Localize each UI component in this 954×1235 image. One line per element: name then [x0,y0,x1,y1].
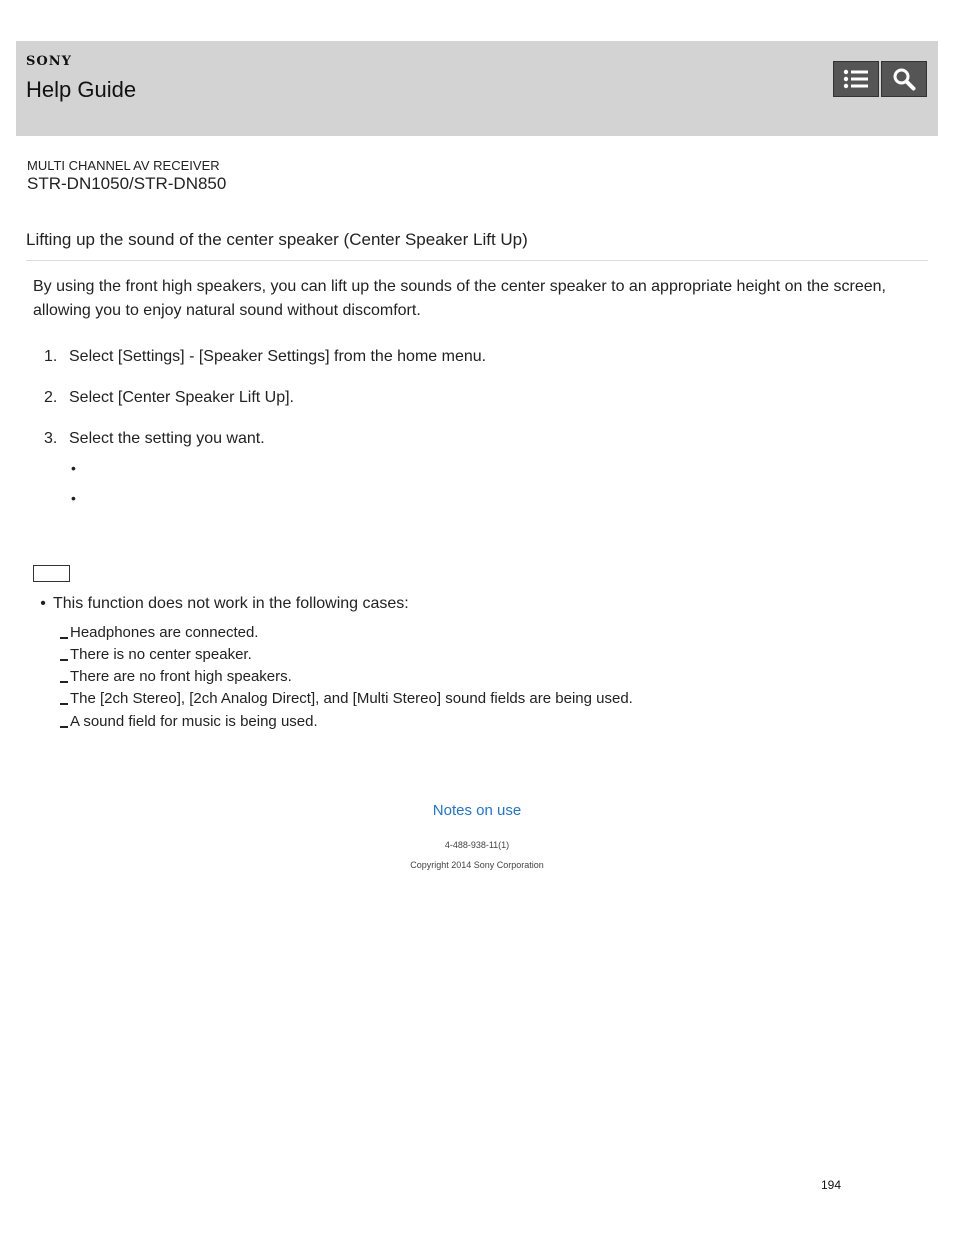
title-divider [26,260,928,261]
toc-button[interactable] [833,61,879,97]
note-case-text: There are no front high speakers. [70,668,292,685]
search-button[interactable] [881,61,927,97]
intro-paragraph: By using the front high speakers, you can lift up the sounds of the center speaker to an appropriate height on the screen, allowing you to enjoy natural sound without discomfort. [33,278,886,319]
help-guide-title: Help Guide [26,77,137,102]
note-case-text: A sound field for music is being used. [70,713,318,730]
note-label-box [33,565,70,582]
note-bullet-text: This function does not work in the following cases: [53,595,409,612]
step-item [44,348,486,366]
document-number: 4-488-938-11(1) [444,840,510,850]
copyright-text: Copyright 2014 Sony Corporation [410,860,544,870]
dash-icon [60,681,68,683]
topic-title: Lifting up the sound of the center speaker (Center Speaker Lift Up) [26,230,528,249]
page-number: 194 [821,1178,842,1192]
step-item [44,430,265,448]
note-case [60,646,252,663]
note-case [60,668,292,685]
notes-on-use-link[interactable]: Notes on use [432,802,522,819]
product-model: STR-DN1050/STR-DN850 [27,174,227,193]
note-bullet [33,595,409,613]
bullet-icon: • [40,595,46,612]
note-case-text: Headphones are connected. [70,624,259,641]
header-bar [16,41,938,136]
step-text: Select [Settings] - [Speaker Settings] from the home menu. [69,348,487,365]
step-number: 1. [44,348,58,365]
setting-option-bullet: • [71,490,76,506]
product-category: MULTI CHANNEL AV RECEIVER [27,158,220,173]
step-number: 2. [44,389,58,406]
dash-icon [60,703,68,705]
note-case [60,624,258,641]
step-item [44,389,294,407]
dash-icon [60,726,68,728]
dash-icon [60,637,68,639]
search-icon [892,67,916,91]
step-text: Select [Center Speaker Lift Up]. [69,389,294,406]
step-number: 3. [44,430,58,447]
list-icon [843,69,869,89]
note-case [60,690,633,707]
setting-option-bullet: • [71,460,76,476]
note-case [60,713,318,730]
dash-icon [60,659,68,661]
step-text: Select the setting you want. [69,430,265,447]
note-case-text: The [2ch Stereo], [2ch Analog Direct], and [Multi Stereo] sound fields are being used. [70,690,633,707]
sony-logo: SONY [26,54,72,69]
note-case-text: There is no center speaker. [70,646,252,663]
